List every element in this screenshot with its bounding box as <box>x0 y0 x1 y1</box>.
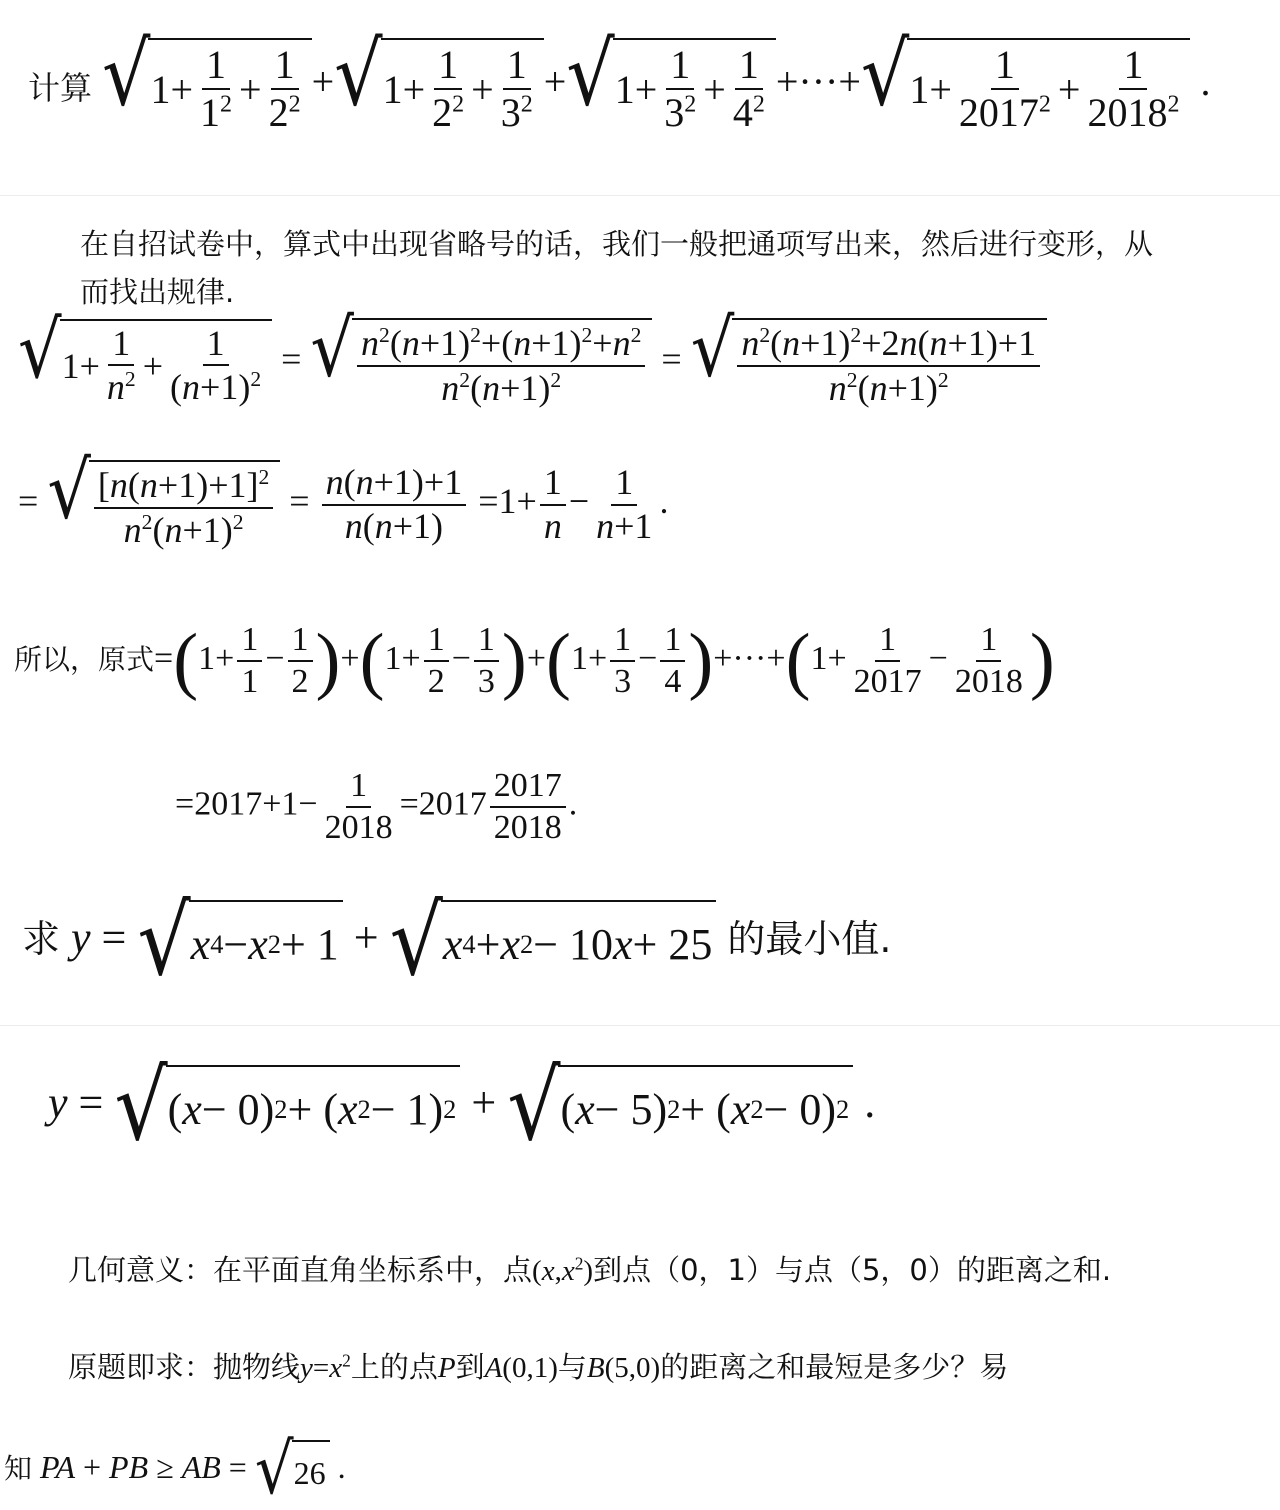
explanation-line-2: 而找出规律. <box>80 275 235 309</box>
problem-1-label: 计算 <box>28 69 93 107</box>
explanation-line-1: 在自招试卷中，算式中出现省略号的话，我们一般把通项写出来，然后进行变形，从 <box>80 227 1154 261</box>
problem-2: 求 y = √ x 4 − x 2 + 1 + √ x 4 + x 2 − 10 x + 25 的最小值. <box>22 884 892 998</box>
derivation-line-2: = √ $\frac{[n(n+1)+1]^2}{n^2(n+1)^2}$ = $\frac{n(n+1)+1}{n(n+1)}$ =1+ $\frac{1}{n}$ − $\frac{1}{n+1}$ . <box>18 446 669 550</box>
problem-2-suffix: 的最小值. <box>727 916 892 961</box>
problem-2-prefix: 求 <box>22 916 61 961</box>
problem-1-expression: √ 1+ $\frac{1}{1^2}$ + $\frac{1}{2^2}$ + √ 1+ $\frac{1}{2^2}$ + $\frac{1}{3^2}$ + √ 1+ $\frac{1}{3^2}$ + $\frac{1}{4^2}$ +···+ √ 1+ $\frac{1}{2017^2}$ + $\frac{1}{2018^2}$ . <box>102 22 1211 135</box>
derivation-line-1: √ 1+ $\frac{1}{n^2}$ + $\frac{1}{(n+1)^2}$ = √ $\frac{n^2(n+1)^2+(n+1)^2+n^2}{n^2(n+1)^2}$ = √ $\frac{n^2(n+1)^2+2n(n+1)+1}{n^2(n+1)^2}$ <box>18 318 1280 408</box>
explanation <box>80 220 1270 316</box>
sum-prefix: 所以，原式 <box>14 642 155 676</box>
geometry-line-2: 原题即求：抛物线$y=x^2$上的点P到A(0,1)与B(5,0)的距离之和最短是多少？易 <box>68 1350 1009 1384</box>
rewrite-line: y = √ ( x − 0) 2 + ( x 2 − 1) 2 + √ ( x − 5) 2 + ( x 2 − 0) 2 . <box>48 1049 876 1163</box>
geometry-line-1: 几何意义：在平面直角坐标系中，点$(x,x^2)$到点（0，1）与点（5，0）的距离之和. <box>68 1253 1112 1287</box>
problem-1 <box>28 22 1280 135</box>
ellipsis: ··· <box>798 59 839 105</box>
sum-line: 所以，原式=(1+ $\frac{1}{1}$ − $\frac{1}{2}$ )+(1+ $\frac{1}{2}$ − $\frac{1}{3}$ )+(1+ $\frac{1}{3}$ − $\frac{1}{4}$ )+···+(1+ $\frac{1}{2017}$ − $\frac{1}{2018}$ ) <box>14 619 1055 702</box>
sum-result: =2017+1− $\frac{1}{2018}$ =2017 $\frac{2017}{2018}$ . <box>175 767 578 846</box>
geometry-line-3: 知 PA + PB ≥ AB = √ 26 . <box>4 1429 346 1510</box>
